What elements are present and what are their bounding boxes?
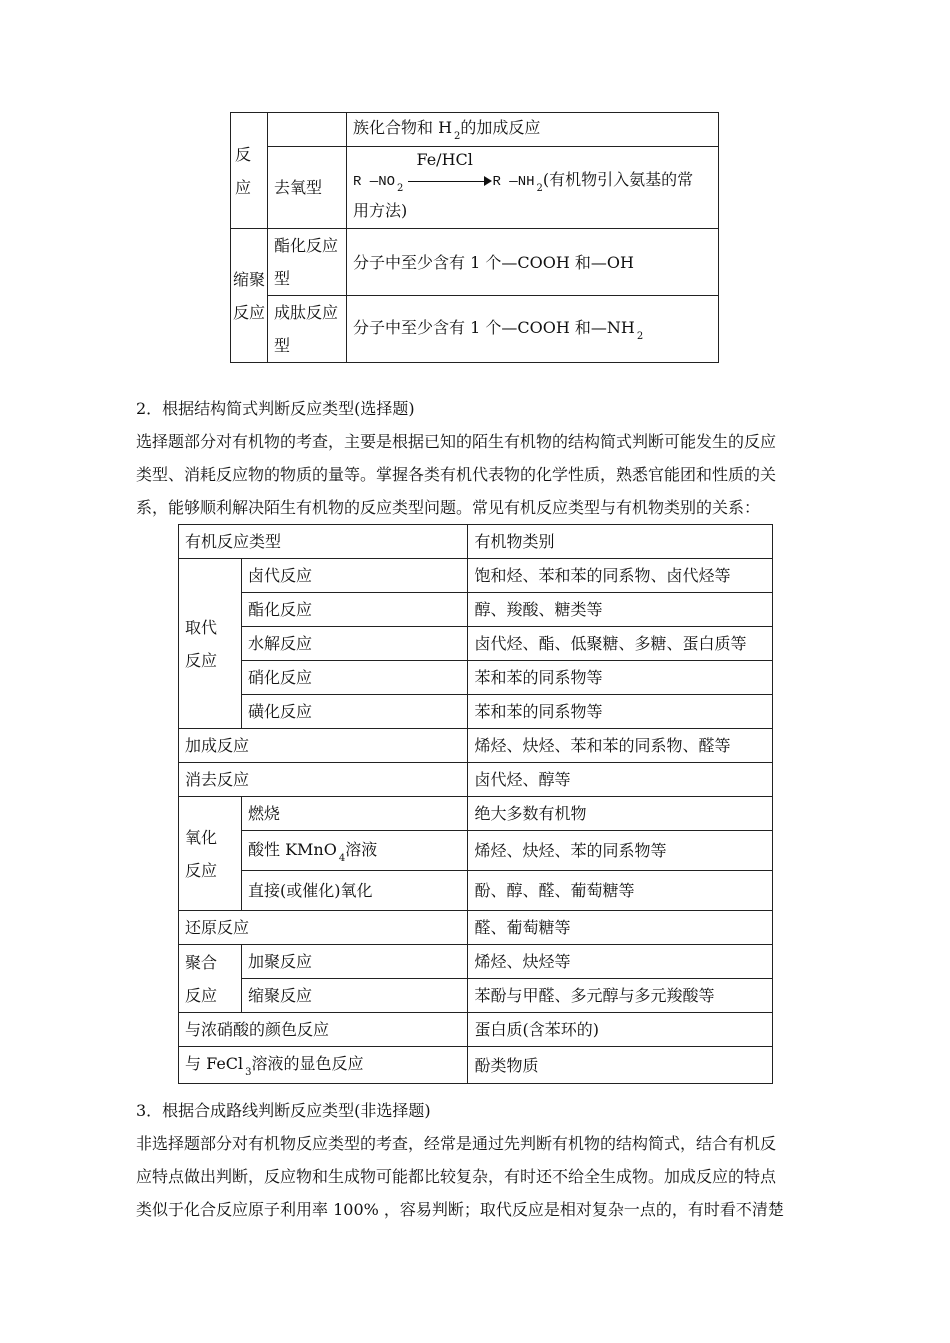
addition-class-cell: 烯烃、炔烃、苯和苯的同系物、醛等 [468,729,773,763]
section-2-heading: 2．根据结构简式判断反应类型(选择题) [136,399,415,418]
reduction-cell: 还原反应 [179,911,468,945]
reaction-type-cell [231,113,268,229]
reduction-class-cell: 醛、葡萄糖等 [468,911,773,945]
hydrolysis-cell: 水解反应 [242,627,468,661]
oxidation-group-cell: 氧化 反应 [179,797,242,911]
kmno4-cell: 酸性 KMnO $_4$溶液 [242,831,468,871]
deoxygenation-subtype-cell: 去氧型 [268,147,347,229]
elimination-cell: 消去反应 [179,763,468,797]
arrow-condition-label: Fe/HCl [416,149,473,169]
condensation-polymerization-cell: 缩聚反应 [242,979,468,1013]
polymerization-group-cell: 聚合 反应 [179,945,242,1013]
elimination-class-cell: 卤代烃、醇等 [468,763,773,797]
reaction-table-fragment [230,112,719,363]
sulfonation-class-cell: 苯和苯的同系物等 [468,695,773,729]
esterification-cell: 酯化反应 [242,593,468,627]
reaction-type-label: 反应 [235,144,252,197]
esterification-class-cell: 醇、羧酸、糖类等 [468,593,773,627]
direct-oxidation-class-cell: 酚、醇、醛、葡萄糖等 [468,871,773,911]
header-compound-class: 有机物类别 [468,525,773,559]
esterification-desc-cell: 分子中至少含有 1 个—COOH 和—OH [347,229,719,296]
substitution-group-cell: 取代 反应 [179,559,242,729]
section-2-paragraph: 选择题部分对有机物的考查，主要是根据已知的陌生有机物的结构简式判断可能发生的反应 类型、消耗反应物的物质的量等。掌握各类有机代表物的化学性质，熟悉官能团和性质的关 系，能够顺利解决陌生有机物的反应类型问题。常见有机反应类型与有机物类别的关系： [136,432,777,517]
combustion-cell: 燃烧 [242,797,468,831]
xanthoprotein-class-cell: 蛋白质(含苯环的) [468,1013,773,1047]
condensation-label-cell: 缩聚 反应 [231,229,268,363]
header-reaction-type: 有机反应类型 [179,525,468,559]
subtype-empty-cell [268,113,347,147]
description-cell: 族化合物和 H $_2$的加成反应 [347,113,719,147]
halogenation-class-cell: 饱和烃、苯和苯的同系物、卤代烃等 [468,559,773,593]
section-3-paragraph: 非选择题部分对有机物反应类型的考查，经常是通过先判断有机物的结构简式，结合有机反 应特点做出判断，反应物和生成物可能都比较复杂，有时还不给全生成物。加成反应的特点 类似于化合反应原子利用率 100% ，容易判断；取代反应是相对复杂一点的，有时看不清楚 [136,1134,784,1219]
combustion-class-cell: 绝大多数有机物 [468,797,773,831]
peptide-desc-cell: 分子中至少含有 1 个—COOH 和—NH $_2$ [347,296,719,363]
reaction-class-table [178,524,773,1084]
xanthoprotein-cell: 与浓硝酸的颜色反应 [179,1013,468,1047]
reaction-arrow-icon [408,149,492,190]
section-3-heading: 3．根据合成路线判断反应类型(非选择题) [136,1101,431,1120]
fecl3-class-cell: 酚类物质 [468,1047,773,1084]
addition-polymerization-cell: 加聚反应 [242,945,468,979]
addition-cell: 加成反应 [179,729,468,763]
nitration-class-cell: 苯和苯的同系物等 [468,661,773,695]
direct-oxidation-cell: 直接(或催化)氧化 [242,871,468,911]
halogenation-cell: 卤代反应 [242,559,468,593]
addition-polymerization-class-cell: 烯烃、炔烃等 [468,945,773,979]
hydrolysis-class-cell: 卤代烃、酯、低聚糖、多糖、蛋白质等 [468,627,773,661]
peptide-subtype-cell: 成肽反应 型 [268,296,347,363]
sulfonation-cell: 磺化反应 [242,695,468,729]
fecl3-cell: 与 FeCl $_3$溶液的显色反应 [179,1047,468,1084]
nitro-reduction-cell: R —NO $_2$ Fe/HCl R —NH $_2$(有机物引入氨基的常 用方法) [347,147,719,229]
kmno4-class-cell: 烯烃、炔烃、苯的同系物等 [468,831,773,871]
esterification-subtype-cell: 酯化反应 型 [268,229,347,296]
condensation-polymerization-class-cell: 苯酚与甲醛、多元醇与多元羧酸等 [468,979,773,1013]
nitration-cell: 硝化反应 [242,661,468,695]
